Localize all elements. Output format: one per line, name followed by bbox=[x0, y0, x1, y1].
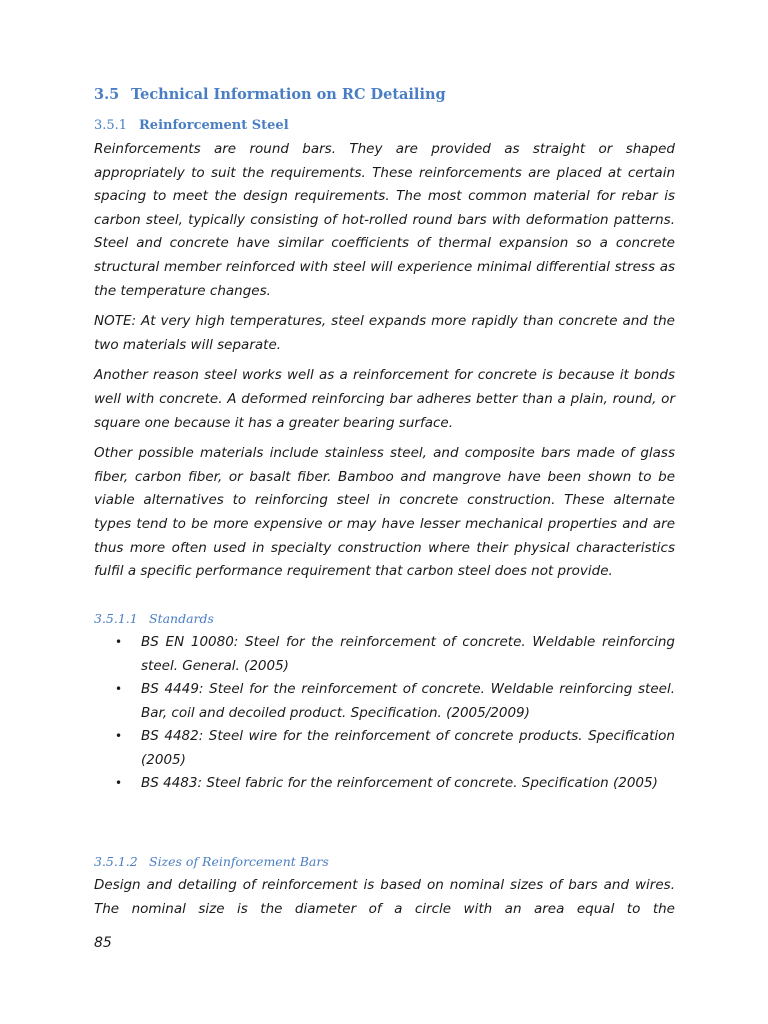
bullet-icon: • bbox=[115, 729, 123, 743]
standards-list bbox=[94, 631, 675, 796]
sizes-number: 3.5.1.2 bbox=[94, 854, 138, 869]
section-heading bbox=[94, 86, 446, 103]
subsection-title: Reinforcement Steel bbox=[139, 118, 289, 133]
standards-heading bbox=[94, 611, 214, 626]
list-item bbox=[94, 772, 675, 796]
bullet-icon: • bbox=[115, 776, 123, 790]
reinforcement-body bbox=[94, 138, 675, 591]
subsection-number: 3.5.1 bbox=[94, 118, 128, 133]
paragraph-alternatives: Other possible materials include stainless steel, and composite bars made of glass fiber, carbon fiber, or basalt fiber. Bamboo and mangrove have been shown to be viable alternatives to reinforcing steel in concrete construction. These alternate types tend to be more expensive or may have lesser mechanical properties and are thus more often used in specialty construction where their physical characteristics fulfil a specific performance requirement that carbon steel does not provide. bbox=[94, 445, 675, 580]
standard-text: BS 4449: Steel for the reinforcement of concrete. Weldable reinforcing steel. Bar, coil and decoiled product. Specification. (2005/2009) bbox=[141, 681, 675, 721]
list-item bbox=[94, 678, 675, 725]
standard-text: BS 4482: Steel wire for the reinforcement of concrete products. Specification (2005) bbox=[141, 728, 675, 768]
page-number: 85 bbox=[94, 935, 112, 951]
bullet-icon: • bbox=[115, 682, 123, 696]
section-title: Technical Information on RC Detailing bbox=[131, 86, 446, 103]
standard-text: BS EN 10080: Steel for the reinforcement of concrete. Weldable reinforcing steel. General. (2005) bbox=[141, 634, 675, 674]
standards-title: Standards bbox=[149, 611, 214, 626]
bullet-icon: • bbox=[115, 635, 123, 649]
section-number: 3.5 bbox=[94, 86, 120, 103]
paragraph-intro: Reinforcements are round bars. They are provided as straight or shaped appropriately to suit the requirements. These reinforcements are placed at certain spacing to meet the design requirements. The most common material for rebar is carbon steel, typically consisting of hot-rolled round bars with deformation patterns. Steel and concrete have similar coefficients of thermal expansion so a concrete structural member reinforced with steel will experience minimal differential stress as the temperature changes. bbox=[94, 141, 675, 299]
sizes-body bbox=[94, 874, 675, 928]
paragraph-sizes: Design and detailing of reinforcement is based on nominal sizes of bars and wires. The nominal size is the diameter of a circle with an area equal to the bbox=[94, 877, 675, 917]
list-item bbox=[94, 631, 675, 678]
standards-number: 3.5.1.1 bbox=[94, 611, 138, 626]
sizes-heading bbox=[94, 854, 329, 869]
paragraph-bonding: Another reason steel works well as a reinforcement for concrete is because it bonds well with concrete. A deformed reinforcing bar adheres better than a plain, round, or square one because it has a greater bearing surface. bbox=[94, 367, 675, 431]
standard-text: BS 4483: Steel fabric for the reinforcement of concrete. Specification (2005) bbox=[141, 775, 658, 791]
subsection-heading bbox=[94, 118, 289, 133]
sizes-title: Sizes of Reinforcement Bars bbox=[149, 854, 329, 869]
paragraph-note: NOTE: At very high temperatures, steel expands more rapidly than concrete and the two materials will separate. bbox=[94, 313, 675, 353]
list-item bbox=[94, 725, 675, 772]
